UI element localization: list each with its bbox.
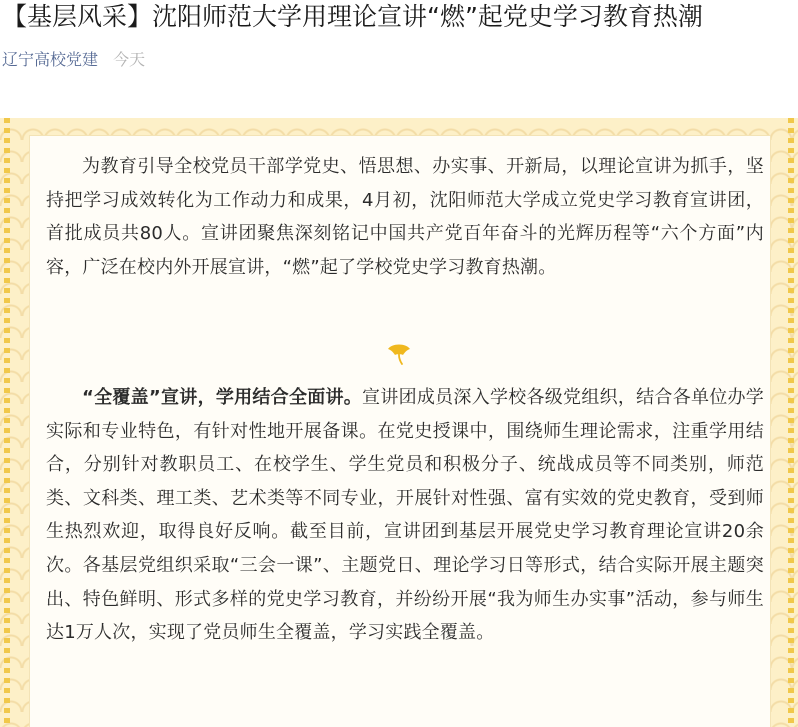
article-body [30, 136, 770, 727]
frame-dots-right [788, 118, 794, 727]
frame-dots-left [4, 118, 10, 727]
account-link[interactable]: 辽宁高校党建 [2, 50, 99, 69]
paragraph-lead: “全覆盖”宣讲，学用结合全面讲。 [82, 387, 363, 408]
paragraph-intro: 为教育引导全校党员干部学党史、悟思想、办实事、开新局，以理论宣讲为抓手，坚持把学习成效转化为工作动力和成果，4月初，沈阳师范大学成立党史学习教育宣讲团，首批成员共80人。宣讲团聚焦深刻铭记中国共产党百年奋斗的光辉历程等“六个方面”内容，广泛在校内外开展宣讲，“燃”起了学校党史学习教育热潮。 [46, 156, 764, 278]
ginkgo-leaf-icon [385, 342, 413, 366]
publish-date: 今天 [113, 50, 146, 69]
paragraph-text: 宣讲团成员深入学校各级党组织，结合各单位办学实际和专业特色，有针对性地开展备课。在党史授课中，围绕师生理论需求，注重学用结合，分别针对教职员工、在校学生、学生党员和积极分子、统战成员等不同类别，师范类、文科类、理工类、艺术类等不同专业，开展针对性强、富有实效的党史教育，受到师生热烈欢迎，取得良好反响。截至目前，宣讲团到基层开展党史学习教育理论宣讲20余次。各基层党组织采取“三会一课”、主题党日、理论学习日等形式，结合实际开展主题突出、特色鲜明、形式多样的党史学习教育，并纷纷开展“我为师生办实事”活动，参与师生达1万人次，实现了党员师生全覆盖，学习实践全覆盖。 [46, 387, 764, 644]
article-meta [2, 48, 145, 72]
paragraph-coverage [46, 381, 764, 650]
article-title: 【基层风采】沈阳师范大学用理论宣讲“燃”起党史学习教育热潮 [2, 2, 703, 31]
